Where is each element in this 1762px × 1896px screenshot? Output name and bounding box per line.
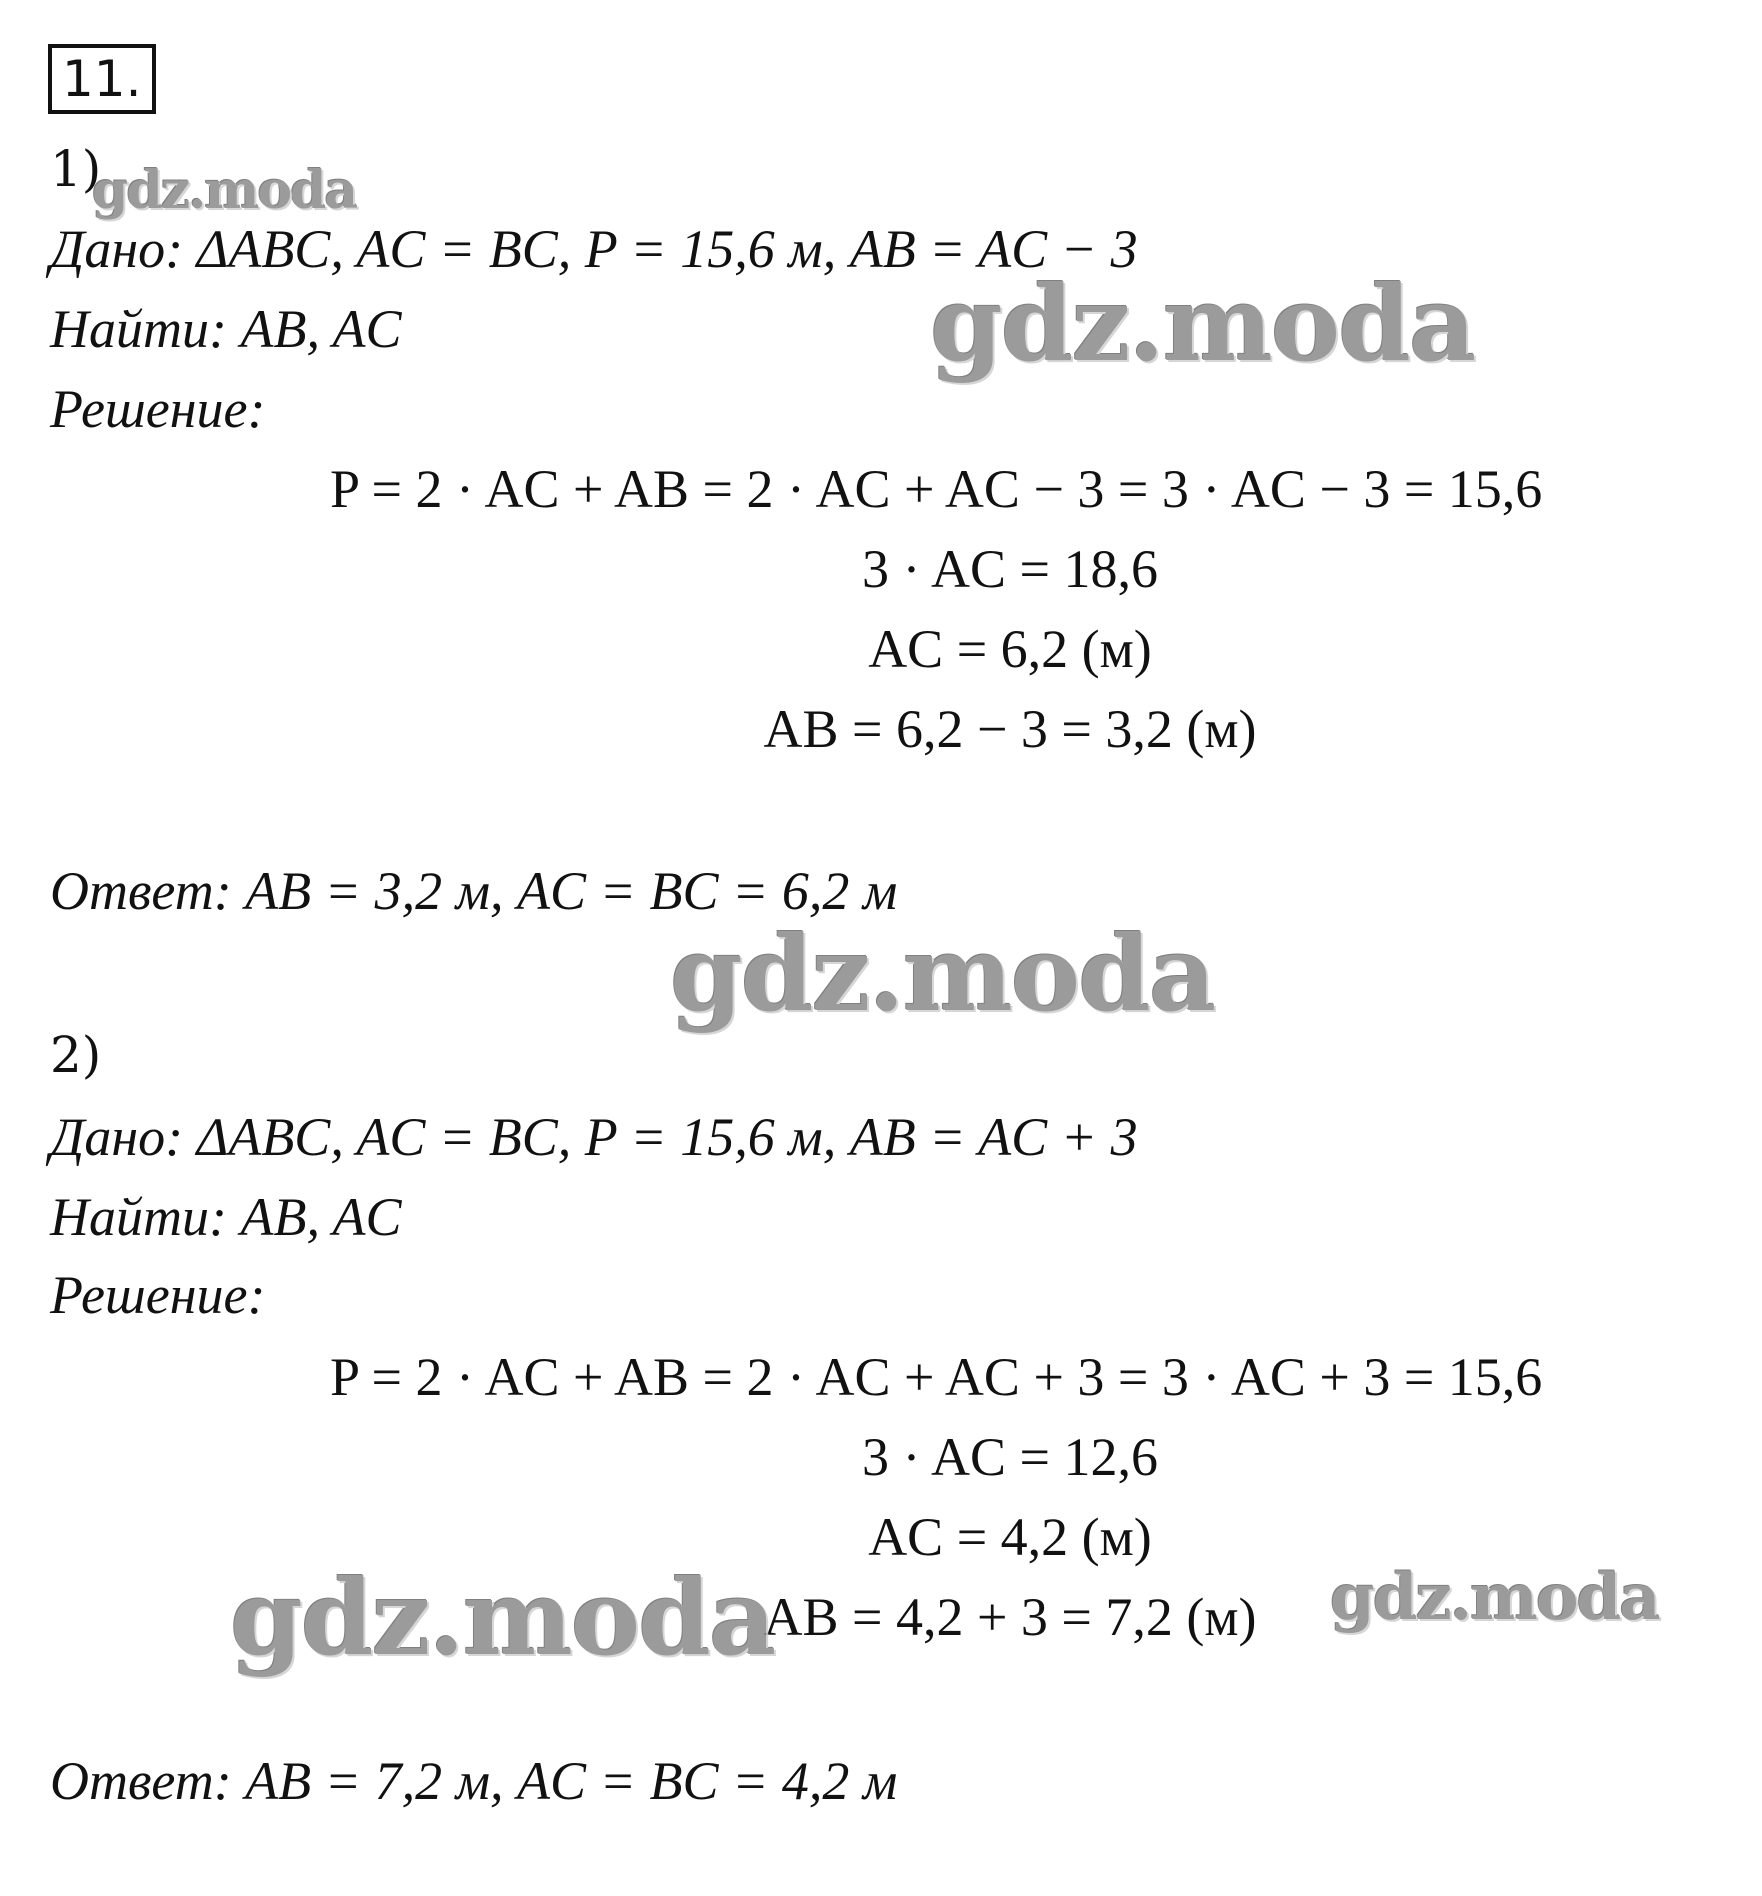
part1-find bbox=[50, 298, 401, 360]
answer-text: AB = 3,2 м, AC = BC = 6,2 м bbox=[245, 861, 898, 921]
find-text: AB, AC bbox=[240, 299, 402, 359]
solution-label: Решение: bbox=[50, 1265, 266, 1325]
answer-text: AB = 7,2 м, AC = BC = 4,2 м bbox=[245, 1751, 898, 1811]
given-label: Дано: bbox=[50, 1107, 184, 1167]
part1-solution-label bbox=[50, 378, 265, 440]
watermark: gdz.moda bbox=[1330, 1560, 1659, 1635]
problem-number: 11. bbox=[48, 44, 156, 114]
part2-solution-label bbox=[50, 1264, 265, 1326]
given-label: Дано: bbox=[50, 219, 184, 279]
find-label: Найти: bbox=[50, 299, 227, 359]
part2-step-4: AB = 4,2 + 3 = 7,2 (м) bbox=[763, 1587, 1257, 1647]
given-text: ΔABC, AC = BC, P = 15,6 м, AB = AC + 3 bbox=[196, 1107, 1138, 1167]
part2-step-3: AC = 4,2 (м) bbox=[868, 1507, 1152, 1567]
part2-step-1: P = 2 · AC + AB = 2 · AC + AC + 3 = 3 · AC + 3 = 15,6 bbox=[330, 1347, 1543, 1407]
watermark: gdz.moda bbox=[230, 1556, 775, 1679]
watermark: gdz.moda bbox=[670, 912, 1215, 1035]
part2-find bbox=[50, 1186, 401, 1248]
given-text: ΔABC, AC = BC, P = 15,6 м, AB = AC − 3 bbox=[196, 219, 1138, 279]
find-text: AB, AC bbox=[240, 1187, 402, 1247]
watermark: gdz.moda bbox=[930, 262, 1475, 385]
find-label: Найти: bbox=[50, 1187, 227, 1247]
watermark: gdz.moda bbox=[92, 160, 357, 221]
part1-step-3: AC = 6,2 (м) bbox=[868, 619, 1152, 679]
part2-label: 2) bbox=[50, 1026, 102, 1084]
part2-given bbox=[50, 1106, 1138, 1168]
part1-step-2: 3 · AC = 18,6 bbox=[862, 539, 1158, 599]
answer-label: Ответ: bbox=[50, 861, 232, 921]
part2-step-2: 3 · AC = 12,6 bbox=[862, 1427, 1158, 1487]
part1-label: 1) bbox=[50, 140, 102, 198]
part1-step-4: AB = 6,2 − 3 = 3,2 (м) bbox=[763, 699, 1257, 759]
answer-label: Ответ: bbox=[50, 1751, 232, 1811]
part2-answer bbox=[50, 1750, 897, 1812]
part1-step-1: P = 2 · AC + AB = 2 · AC + AC − 3 = 3 · AC − 3 = 15,6 bbox=[330, 459, 1543, 519]
solution-label: Решение: bbox=[50, 379, 266, 439]
